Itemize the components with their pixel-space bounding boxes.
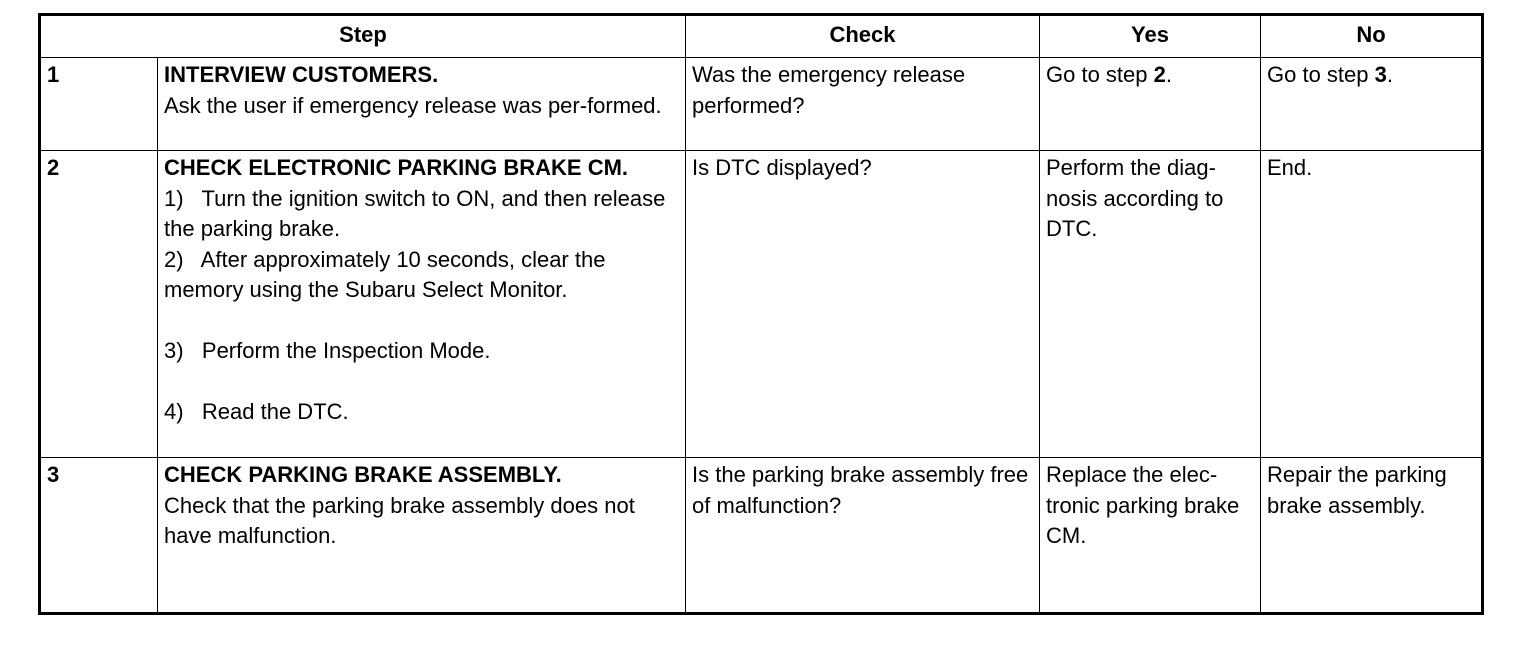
step-title: INTERVIEW CUSTOMERS.: [164, 62, 439, 87]
substep: 3) Perform the Inspection Mode.: [164, 338, 491, 363]
yes-cell: Perform the diag-nosis according to DTC.: [1040, 151, 1261, 458]
table-row: [40, 58, 1483, 151]
step-number: 3: [40, 458, 158, 614]
step-title: CHECK PARKING BRAKE ASSEMBLY.: [164, 462, 562, 487]
header-step: Step: [40, 15, 686, 58]
step-body: Check that the parking brake assembly does not have malfunction.: [164, 492, 635, 548]
yes-cell: Go to step 2.: [1040, 58, 1261, 151]
check-cell: Is DTC displayed?: [686, 151, 1040, 458]
table-row: [40, 151, 1483, 458]
step-description: [158, 458, 686, 614]
step-number: 1: [40, 58, 158, 151]
substep: 2) After approximately 10 seconds, clear the memory using the Subaru Select Monitor.: [164, 246, 612, 302]
step-description: [158, 58, 686, 151]
step-number: 2: [40, 151, 158, 458]
yes-cell: Replace the elec-tronic parking brake CM.: [1040, 458, 1261, 614]
no-step-ref: 3: [1374, 62, 1387, 87]
substep: 1) Turn the ignition switch to ON, and then release the parking brake.: [164, 185, 672, 241]
step-body: Ask the user if emergency release was per-formed.: [164, 92, 662, 118]
no-cell: Go to step 3.: [1261, 58, 1483, 151]
header-no: No: [1261, 15, 1483, 58]
header-check: Check: [686, 15, 1040, 58]
step-title: CHECK ELECTRONIC PARKING BRAKE CM.: [164, 155, 629, 180]
no-cell: Repair the parking brake assembly.: [1261, 458, 1483, 614]
check-cell: Is the parking brake assembly free of malfunction?: [686, 458, 1040, 614]
table-row: [40, 458, 1483, 614]
diagnostic-procedure-table: [38, 13, 1484, 615]
table-header-row: [40, 15, 1483, 58]
no-cell: End.: [1261, 151, 1483, 458]
header-yes: Yes: [1040, 15, 1261, 58]
step-description: [158, 151, 686, 458]
yes-step-ref: 2: [1153, 62, 1166, 87]
check-cell: Was the emergency release performed?: [686, 58, 1040, 151]
substep: 4) Read the DTC.: [164, 399, 349, 424]
